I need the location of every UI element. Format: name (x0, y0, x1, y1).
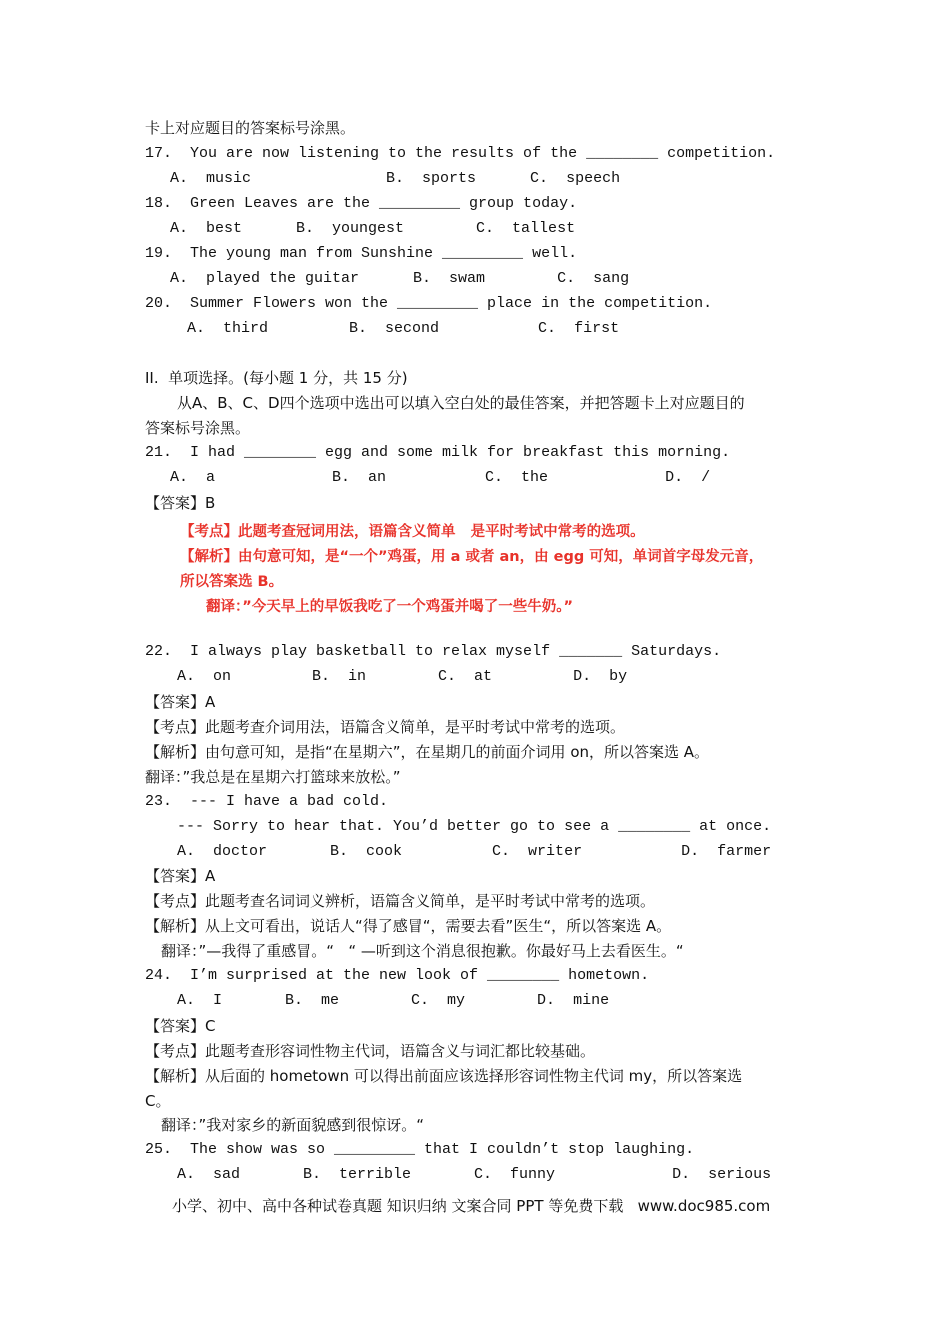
question-20: 20. Summer Flowers won the _________ place in the competition. (145, 295, 713, 312)
question-19: 19. The young man from Sunshine _________ well. (145, 245, 578, 262)
translation-24: 翻译：”我对家乡的新面貌感到很惊讶。“ (161, 1116, 425, 1134)
answer-24: 【答案】C (145, 1017, 216, 1035)
question-23-reply: --- Sorry to hear that. You’d better go to see a ________ at once. (177, 818, 772, 835)
question-22-options: A. on B. in C. at D. by (177, 668, 628, 685)
note-21-translation: 翻译：”今天早上的早饭我吃了一个鸡蛋并喝了一些牛奶。” (206, 599, 574, 615)
answer-22: 【答案】A (145, 693, 216, 711)
answer-21: 【答案】B (145, 494, 216, 512)
question-22: 22. I always play basketball to relax myself _______ Saturdays. (145, 643, 722, 660)
question-17: 17. You are now listening to the results of the ________ competition. (145, 145, 776, 162)
question-21-options: A. a B. an C. the D. / (170, 469, 711, 486)
point-22: 【考点】此题考查介词用法，语篇含义简单，是平时考试中常考的选项。 (145, 718, 626, 736)
note-21-analysis-cont: 所以答案选 B。 (180, 574, 284, 590)
intro-line: 卡上对应题目的答案标号涂黑。 (145, 119, 356, 137)
analysis-24-cont: C。 (145, 1092, 171, 1110)
section-2-instruction-cont: 答案标号涂黑。 (145, 419, 251, 437)
translation-22: 翻译：”我总是在星期六打篮球来放松。” (145, 768, 401, 786)
question-25-options: A. sad B. terrible C. funny D. serious (177, 1166, 772, 1183)
note-21-analysis: 【解析】由句意可知，是“一个”鸡蛋，用 a 或者 an，由 egg 可知，单词首字母发元音， (180, 549, 764, 565)
question-19-options: A. played the guitar B. swam C. sang (170, 270, 630, 287)
question-18-options: A. best B. youngest C. tallest (170, 220, 576, 237)
footer-text: 小学、初中、高中各种试卷真题 知识归纳 文案合同 PPT 等免费下载 www.doc985.com (172, 1197, 771, 1215)
translation-23: 翻译：”—我得了重感冒。“ “ —听到这个消息很抱歉。你最好马上去看医生。“ (161, 942, 684, 960)
question-25: 25. The show was so _________ that I couldn’t stop laughing. (145, 1141, 695, 1158)
question-23-options: A. doctor B. cook C. writer D. farmer (177, 843, 772, 860)
question-17-options: A. music B. sports C. speech (170, 170, 621, 187)
analysis-22: 【解析】由句意可知，是指“在星期六”，在星期几的前面介词用 on，所以答案选 A。 (145, 743, 710, 761)
analysis-24: 【解析】从后面的 hometown 可以得出前面应该选择形容词性物主代词 my，所以答案选 (145, 1067, 743, 1085)
question-21: 21. I had ________ egg and some milk for breakfast this morning. (145, 444, 731, 461)
analysis-23: 【解析】从上文可看出，说话人“得了感冒“，需要去看”医生“，所以答案选 A。 (145, 917, 672, 935)
question-24-options: A. I B. me C. my D. mine (177, 992, 610, 1009)
note-21-point: 【考点】此题考查冠词用法，语篇含义简单 是平时考试中常考的选项。 (180, 524, 645, 540)
answer-23: 【答案】A (145, 867, 216, 885)
question-23: 23. --- I have a bad cold. (145, 793, 389, 810)
question-18: 18. Green Leaves are the _________ group today. (145, 195, 578, 212)
section-2-instruction: 从A、B、C、D四个选项中选出可以填入空白处的最佳答案，并把答题卡上对应题目的 (177, 394, 745, 412)
section-2-heading: II. 单项选择。(每小题 1 分，共 15 分) (145, 369, 408, 387)
point-23: 【考点】此题考查名词词义辨析，语篇含义简单，是平时考试中常考的选项。 (145, 892, 656, 910)
question-24: 24. I’m surprised at the new look of ________ hometown. (145, 967, 650, 984)
question-20-options: A. third B. second C. first (187, 320, 620, 337)
point-24: 【考点】此题考查形容词性物主代词，语篇含义与词汇都比较基础。 (145, 1042, 596, 1060)
